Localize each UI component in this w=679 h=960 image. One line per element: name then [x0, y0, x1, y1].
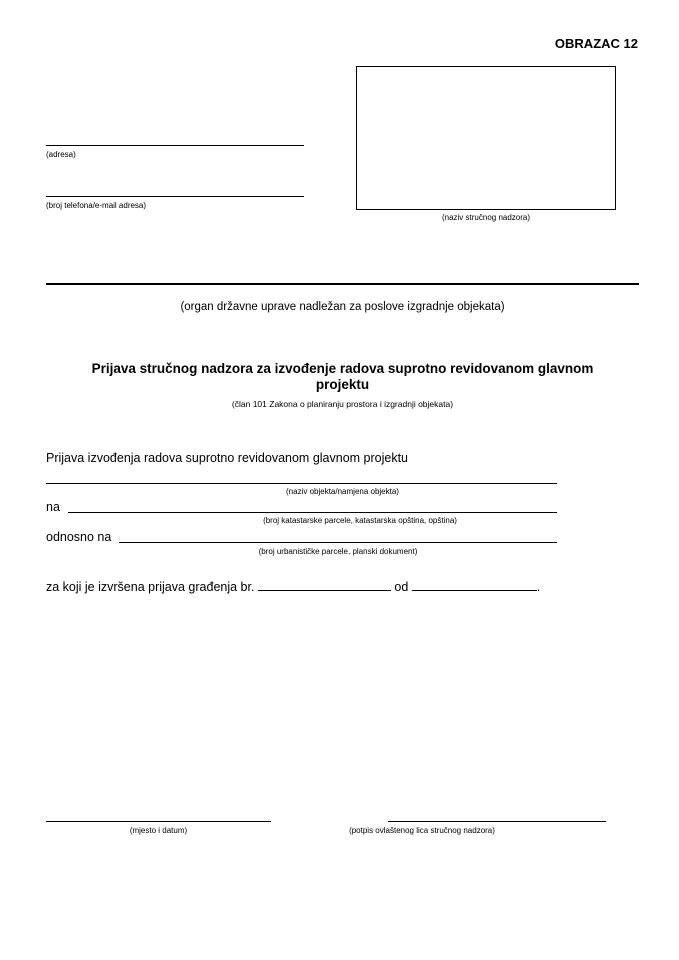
- contact-line[interactable]: [46, 196, 304, 197]
- document-title: [46, 361, 639, 393]
- object-line[interactable]: [46, 483, 557, 484]
- title-line-1: Prijava stručnog nadzora za izvođenje radova suprotno revidovanom glavnom: [91, 361, 594, 376]
- object-caption: (naziv objekta/namjena objekta): [286, 487, 399, 496]
- urban-parcel-line[interactable]: [119, 542, 557, 543]
- authority-line[interactable]: [46, 283, 639, 285]
- authority-caption: (organ državne uprave nadležan za poslove izgradnje objekata): [180, 301, 505, 313]
- signature-caption: (potpis ovlaštenog lica stručnog nadzora): [349, 826, 495, 835]
- odnosno-label: odnosno na: [46, 530, 112, 544]
- intro-text: Prijava izvođenja radova suprotno revidovanom glavnom projektu: [46, 451, 409, 465]
- parcel-line[interactable]: [68, 512, 557, 513]
- box-caption: (naziv stručnog nadzora): [441, 213, 531, 222]
- supervision-name-box[interactable]: [356, 66, 616, 210]
- place-date-caption: (mjesto i datum): [129, 826, 188, 835]
- address-line[interactable]: [46, 145, 304, 146]
- title-line-2: projektu: [315, 377, 370, 392]
- address-caption: (adresa): [46, 150, 76, 159]
- na-label: na: [46, 500, 60, 514]
- urban-caption: (broj urbanističke parcele, planski dokument): [258, 547, 418, 556]
- place-date-line[interactable]: [46, 821, 271, 822]
- registration-row: [46, 580, 540, 594]
- registration-label: za koji je izvršena prijava građenja br.: [46, 580, 255, 594]
- form-code: OBRAZAC 12: [554, 36, 638, 51]
- parcel-caption: (broj katastarske parcele, katastarska opština, opština): [263, 516, 457, 525]
- period: .: [536, 580, 541, 594]
- legal-reference: (član 101 Zakona o planiranju prostora i izgradnji objekata): [231, 399, 454, 409]
- od-label: od: [394, 580, 409, 594]
- registration-date-field[interactable]: [412, 580, 537, 591]
- contact-caption: (broj telefona/e-mail adresa): [46, 201, 147, 210]
- registration-number-field[interactable]: [258, 580, 391, 591]
- signature-line[interactable]: [388, 821, 606, 822]
